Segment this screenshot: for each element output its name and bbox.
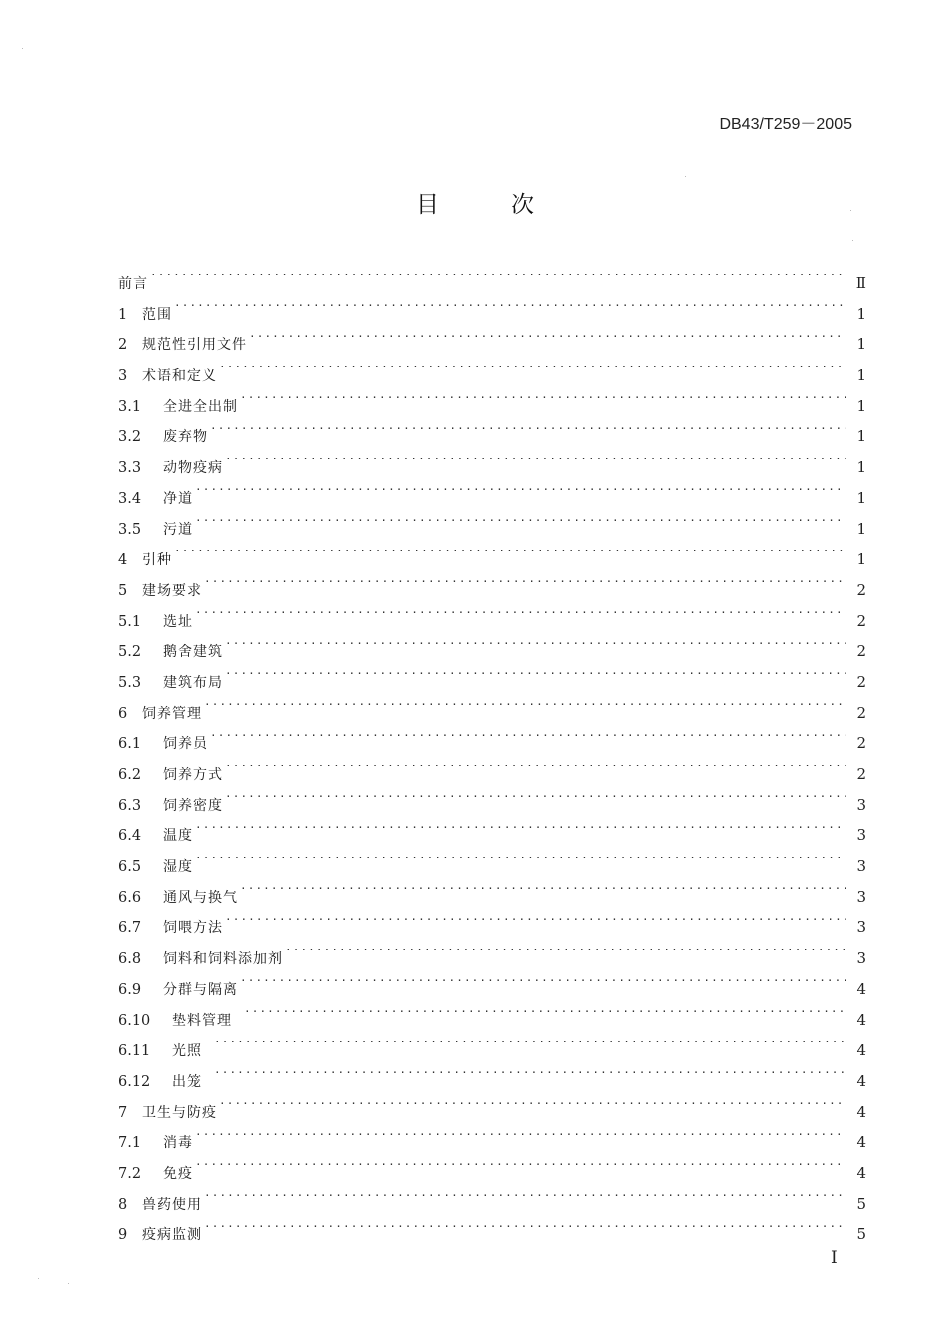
dot-leader xyxy=(244,1010,846,1025)
toc-entry-page: 1 xyxy=(856,335,866,354)
dot-leader xyxy=(225,672,846,687)
toc-entry-page: 1 xyxy=(856,304,866,323)
toc-entry-number: 8 xyxy=(118,1196,128,1213)
toc-entry[interactable] xyxy=(118,882,866,913)
table-of-contents xyxy=(118,268,866,1250)
toc-entry-title: 建场要求 xyxy=(142,582,202,599)
toc-entry[interactable] xyxy=(118,759,866,790)
dot-leader xyxy=(204,580,846,595)
toc-entry-page: 4 xyxy=(856,1163,866,1182)
toc-entry[interactable] xyxy=(118,483,866,514)
toc-entry-page: 4 xyxy=(856,1041,866,1060)
toc-entry-page: 2 xyxy=(856,734,866,753)
toc-entry-page: 1 xyxy=(856,366,866,385)
toc-entry-title: 饲养密度 xyxy=(163,797,223,814)
dot-leader xyxy=(214,1041,846,1056)
toc-entry-title: 净道 xyxy=(163,490,193,507)
dot-leader xyxy=(225,642,846,657)
toc-entry-title: 建筑布局 xyxy=(163,674,223,691)
toc-entry-title: 前言 xyxy=(118,276,148,292)
toc-entry-page: 2 xyxy=(856,672,866,691)
toc-entry[interactable] xyxy=(118,1127,866,1158)
toc-entry-title: 垫料管理 xyxy=(172,1012,232,1029)
toc-entry[interactable] xyxy=(118,820,866,851)
scan-speck xyxy=(852,240,853,241)
dot-leader xyxy=(195,1133,846,1148)
toc-entry-number: 6.11 xyxy=(118,1043,151,1060)
toc-entry-title: 湿度 xyxy=(163,859,193,876)
toc-entry[interactable] xyxy=(118,1189,866,1220)
dot-leader xyxy=(214,1071,846,1086)
dot-leader xyxy=(219,1102,846,1117)
dot-leader xyxy=(204,1194,846,1209)
toc-entry-page: 2 xyxy=(856,580,866,599)
toc-entry-title: 分群与隔离 xyxy=(163,981,238,998)
toc-entry[interactable] xyxy=(118,606,866,637)
scan-speck xyxy=(68,1283,69,1284)
toc-entry-page: 1 xyxy=(856,488,866,507)
toc-entry-page: 3 xyxy=(856,887,866,906)
toc-entry-number: 3 xyxy=(118,368,128,385)
title-char-1: 目 xyxy=(416,192,439,218)
toc-entry-number: 3.5 xyxy=(118,521,142,538)
toc-entry-number: 5.1 xyxy=(118,613,142,630)
toc-entry-page: 2 xyxy=(856,765,866,783)
toc-entry-title: 引种 xyxy=(142,552,172,569)
toc-entry-title: 出笼 xyxy=(172,1073,202,1090)
toc-entry[interactable] xyxy=(118,1005,866,1036)
dot-leader xyxy=(195,488,846,503)
toc-entry-page: 1 xyxy=(856,550,866,569)
toc-entry-number: 6.5 xyxy=(118,859,142,876)
scan-speck xyxy=(850,210,851,211)
dot-leader xyxy=(225,795,846,810)
toc-entry-page: 5 xyxy=(856,1225,866,1244)
scan-speck xyxy=(38,1278,39,1279)
dot-leader xyxy=(225,458,846,473)
toc-entry-number: 6.9 xyxy=(118,981,142,998)
toc-entry[interactable] xyxy=(118,514,866,545)
toc-entry-number: 3.1 xyxy=(118,398,142,415)
toc-entry-number: 7 xyxy=(118,1104,128,1121)
toc-entry-title: 鹅舍建筑 xyxy=(163,644,223,661)
toc-entry-title: 疫病监测 xyxy=(142,1227,202,1244)
dot-leader xyxy=(249,335,846,350)
toc-entry-number: 4 xyxy=(118,552,128,569)
toc-entry-number: 6.3 xyxy=(118,797,142,814)
dot-leader xyxy=(285,949,846,964)
toc-entry-title: 饲料和饲料添加剂 xyxy=(163,951,283,968)
toc-entry[interactable] xyxy=(118,698,866,729)
toc-entry[interactable] xyxy=(118,1035,866,1066)
dot-leader xyxy=(219,366,846,381)
toc-entry-page: 2 xyxy=(856,611,866,630)
toc-entry-title: 卫生与防疫 xyxy=(142,1104,217,1121)
toc-entry[interactable] xyxy=(118,1219,866,1250)
toc-entry-title: 污道 xyxy=(163,521,193,538)
dot-leader xyxy=(195,826,846,841)
toc-entry-page: 5 xyxy=(856,1194,866,1213)
toc-entry-page: 3 xyxy=(856,857,866,876)
toc-entry[interactable] xyxy=(118,728,866,759)
toc-entry-title: 消毒 xyxy=(163,1135,193,1152)
toc-entry-page: 1 xyxy=(856,458,866,477)
toc-entry-page: 3 xyxy=(856,918,866,937)
toc-entry-title: 全进全出制 xyxy=(163,398,238,415)
dot-leader xyxy=(240,979,846,994)
dot-leader xyxy=(210,427,846,442)
toc-entry[interactable] xyxy=(118,299,866,330)
dot-leader xyxy=(225,918,846,933)
toc-entry-number: 2 xyxy=(118,337,128,354)
toc-entry-page: 1 xyxy=(856,396,866,415)
toc-entry-number: 6 xyxy=(118,705,128,722)
toc-entry-number: 3.4 xyxy=(118,490,142,507)
toc-entry[interactable] xyxy=(118,636,866,667)
page-title xyxy=(0,186,950,219)
scan-speck xyxy=(22,48,23,49)
toc-entry[interactable] xyxy=(118,452,866,483)
toc-entry-number: 9 xyxy=(118,1227,128,1244)
dot-leader xyxy=(195,519,846,534)
dot-leader xyxy=(204,703,846,718)
toc-entry[interactable] xyxy=(118,544,866,575)
dot-leader xyxy=(174,304,846,319)
toc-entry-page: 2 xyxy=(856,642,866,661)
toc-entry[interactable] xyxy=(118,575,866,606)
toc-entry-page: 4 xyxy=(856,1102,866,1121)
toc-entry-number: 7.2 xyxy=(118,1165,142,1182)
toc-entry-number: 6.6 xyxy=(118,889,142,906)
toc-entry-page: 3 xyxy=(856,949,866,968)
dot-leader xyxy=(195,1163,846,1178)
toc-entry-page: 4 xyxy=(856,1010,866,1029)
page-number: I xyxy=(831,1248,838,1268)
toc-entry-title: 免疫 xyxy=(163,1165,193,1182)
toc-entry-page: 3 xyxy=(856,826,866,845)
toc-entry-title: 饲养方式 xyxy=(163,767,223,783)
dot-leader xyxy=(195,857,846,872)
toc-entry-title: 规范性引用文件 xyxy=(142,337,247,354)
dot-leader xyxy=(240,396,846,411)
dot-leader xyxy=(225,765,846,780)
toc-entry-number: 6.2 xyxy=(118,767,142,783)
toc-entry-page: 4 xyxy=(856,1133,866,1152)
toc-entry[interactable] xyxy=(118,268,866,299)
toc-entry[interactable] xyxy=(118,912,866,943)
toc-entry-title: 术语和定义 xyxy=(142,368,217,385)
toc-entry[interactable] xyxy=(118,943,866,974)
document-code: DB43/T259－2005 xyxy=(719,116,852,133)
toc-entry-title: 光照 xyxy=(172,1043,202,1060)
toc-entry-number: 6.10 xyxy=(118,1012,151,1029)
toc-entry-title: 饲养员 xyxy=(163,736,208,753)
toc-entry-title: 兽药使用 xyxy=(142,1196,202,1213)
toc-entry-page: 3 xyxy=(856,795,866,814)
title-char-2: 次 xyxy=(511,192,534,218)
toc-entry-number: 5.2 xyxy=(118,644,142,661)
toc-entry-title: 废弃物 xyxy=(163,429,208,446)
dot-leader xyxy=(240,887,846,902)
toc-entry[interactable] xyxy=(118,391,866,422)
toc-entry-page: 4 xyxy=(856,1071,866,1090)
dot-leader xyxy=(195,611,846,626)
toc-entry[interactable] xyxy=(118,974,866,1005)
dot-leader xyxy=(174,550,846,565)
toc-entry-number: 6.12 xyxy=(118,1073,151,1090)
toc-entry[interactable] xyxy=(118,851,866,882)
toc-entry-title: 通风与换气 xyxy=(163,889,238,906)
dot-leader xyxy=(210,734,846,749)
toc-entry-title: 范围 xyxy=(142,306,172,323)
toc-entry[interactable] xyxy=(118,329,866,360)
toc-entry-page: 1 xyxy=(856,519,866,538)
toc-entry-page: 2 xyxy=(856,703,866,722)
toc-entry[interactable] xyxy=(118,1066,866,1097)
toc-entry-number: 6.1 xyxy=(118,736,142,753)
toc-entry[interactable] xyxy=(118,667,866,698)
toc-entry-title: 饲养管理 xyxy=(142,705,202,722)
toc-entry-title: 动物疫病 xyxy=(163,460,223,477)
toc-entry-page: 4 xyxy=(856,979,866,998)
toc-entry[interactable] xyxy=(118,790,866,821)
toc-entry-page: Ⅱ xyxy=(855,274,866,292)
toc-entry-number: 3.3 xyxy=(118,460,142,477)
toc-entry[interactable] xyxy=(118,421,866,452)
dot-leader xyxy=(204,1225,846,1240)
toc-entry-number: 5.3 xyxy=(118,674,142,691)
toc-entry-title: 温度 xyxy=(163,828,193,845)
toc-entry-number: 3.2 xyxy=(118,429,142,446)
dot-leader xyxy=(150,274,846,289)
toc-entry-number: 1 xyxy=(118,306,128,323)
toc-entry-number: 5 xyxy=(118,582,128,599)
toc-entry-number: 6.7 xyxy=(118,920,142,937)
toc-entry[interactable] xyxy=(118,1097,866,1128)
toc-entry-title: 选址 xyxy=(163,613,193,630)
toc-entry-number: 6.8 xyxy=(118,951,142,968)
toc-entry-number: 7.1 xyxy=(118,1135,142,1152)
toc-entry-title: 饲喂方法 xyxy=(163,920,223,937)
toc-entry[interactable] xyxy=(118,360,866,391)
toc-entry-number: 6.4 xyxy=(118,828,142,845)
toc-entry-page: 1 xyxy=(856,427,866,446)
scan-speck xyxy=(685,176,686,177)
toc-entry[interactable] xyxy=(118,1158,866,1189)
